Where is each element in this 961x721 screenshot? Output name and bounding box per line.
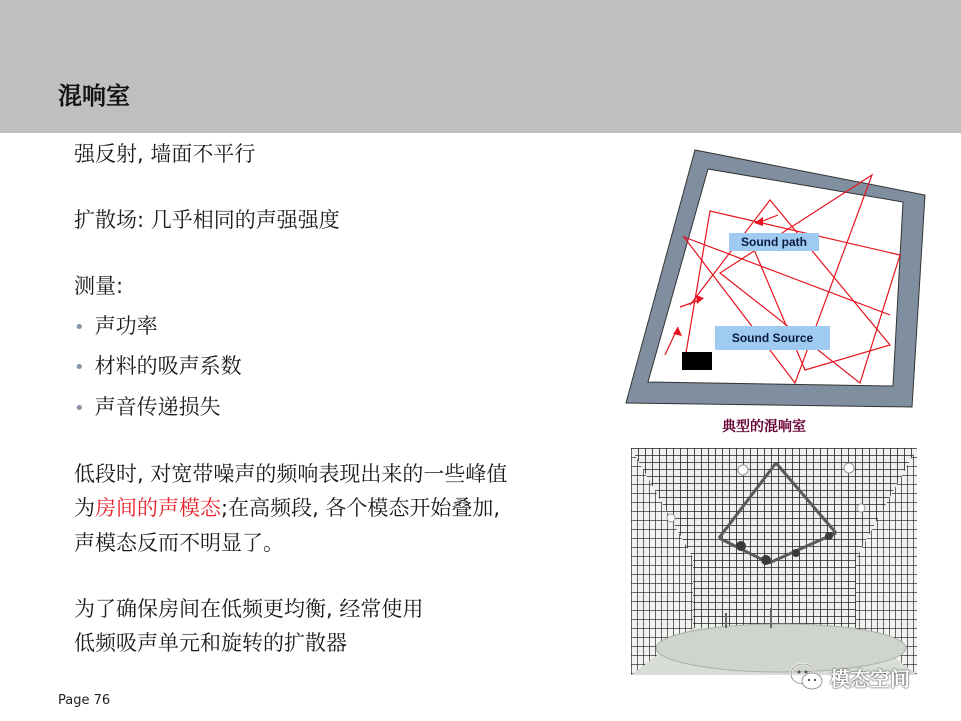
bullet-text: 声功率 [94,314,158,338]
bullet-item [74,393,221,423]
slide-header [0,0,961,133]
bullet-dot: • [74,317,85,338]
wechat-icon [790,662,824,692]
text-line-measurement: 测量: [74,274,124,298]
bullet-item [74,352,242,382]
chamber-photo-svg [631,448,917,675]
watermark-text: 模态空间 [830,666,910,691]
sound-path-label: Sound path [729,233,819,251]
bullet-text: 材料的吸声系数 [94,354,242,378]
text-line-reflection: 强反射, 墙面不平行 [74,142,256,166]
diagram-caption: 典型的混响室 [722,419,806,435]
text-line-diffuse-field: 扩散场: 几乎相同的声强强度 [74,208,340,232]
highlight-room-modes: 房间的声模态 [95,496,221,520]
watermark [790,660,910,694]
chamber-photo [631,448,917,675]
bullet-text: 声音传递损失 [94,395,221,419]
sound-source-label: Sound Source [715,326,830,350]
bullet-dot: • [74,357,85,378]
text-suffix: ;在高频段, 各个模态开始叠加, [221,496,501,520]
room-plan-svg [620,145,930,420]
slide-title: 混响室 [58,82,130,110]
sound-source-box [682,352,712,370]
bullet-item [74,312,158,342]
text-line-low-freq-3: 声模态反而不明显了。 [74,531,284,555]
bullet-dot: • [74,398,85,419]
page-number: Page 76 [58,693,111,708]
text-line-balance-2: 低频吸声单元和旋转的扩散器 [74,631,347,655]
text-line-balance-1: 为了确保房间在低频更均衡, 经常使用 [74,597,424,621]
reverb-room-diagram [620,145,930,420]
text-prefix: 为 [74,496,95,520]
text-line-low-freq-2 [74,494,500,522]
text-line-low-freq-1: 低段时, 对宽带噪声的频响表现出来的一些峰值 [74,462,508,486]
